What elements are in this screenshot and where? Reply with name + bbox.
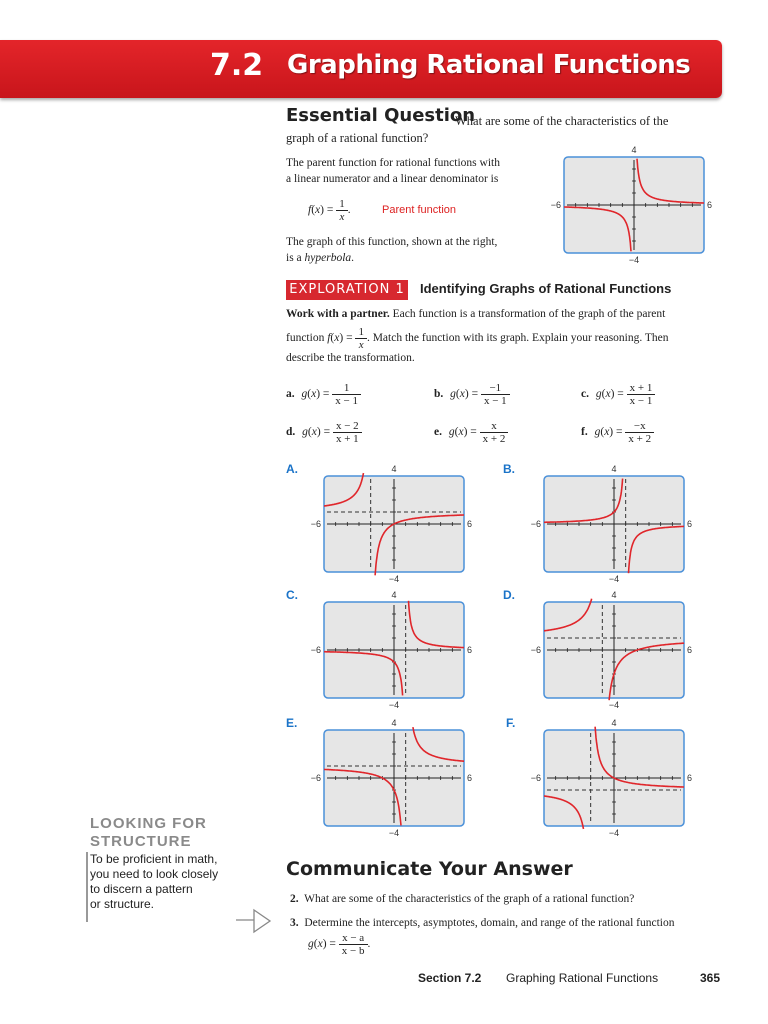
tick-label: 6 [687,645,693,655]
graph-d [528,588,698,714]
exploration-instr1: Work with a partner. Each function is a transformation of the graph of the parent [286,308,666,320]
intro-line3: The graph of this function, shown at the right, [286,236,498,248]
graph-c [308,588,478,714]
essential-question-line1: What are some of the characteristics of the [455,114,669,128]
graph-label: F. [506,716,516,730]
sidebar-arrow-icon [236,906,276,936]
tick-label: 4 [611,464,617,474]
function-item: e. g(x) = $\frac{x}{x + 2}$ [434,420,508,445]
tick-label: −4 [608,828,620,838]
graph-e [308,716,478,842]
tick-label: 4 [391,718,397,728]
tick-label: −6 [530,519,541,529]
question-3: 3. Determine the intercepts, asymptotes, domain, and range of the rational function [290,917,675,929]
exploration-instr2: function f(x) = $\frac{1}{x}$ . Match the function with its graph. Explain your reasoning. Then [286,326,669,351]
graph-label: D. [503,588,515,602]
footer-title: Graphing Rational Functions [506,971,659,985]
graph-label: E. [286,716,298,730]
tick-label: 4 [391,464,397,474]
exploration-title: Identifying Graphs of Rational Functions [420,281,672,296]
tick-label: 4 [631,145,637,155]
parent-graph [548,143,718,269]
tick-label: −4 [608,574,620,584]
sidebar-heading: LOOKING FOR STRUCTURE [90,815,207,850]
tick-label: −4 [388,828,400,838]
function-item: a. g(x) = $\frac{1}{x - 1}$ [286,382,361,407]
exploration-badge: EXPLORATION 1 [286,280,408,300]
tick-label: 4 [611,718,617,728]
function-item: d. g(x) = $\frac{x - 2}{x + 1}$ [286,420,362,445]
tick-label: −6 [530,773,541,783]
essential-question-heading: Essential Question [286,105,476,126]
sidebar-text: To be proficient in math, you need to look closely to discern a pattern or structure. [90,852,219,911]
essential-question-line2: graph of a rational function? [286,131,429,145]
tick-label: 4 [391,590,397,600]
graph-label: B. [503,462,515,476]
graph-b [528,462,698,588]
tick-label: −6 [310,773,321,783]
tick-label: −6 [530,645,541,655]
intro-line4: is a hyperbola. [286,252,355,264]
tick-label: 6 [467,519,473,529]
tick-label: −6 [550,200,561,210]
function-item: b. g(x) = $\frac{-1}{x - 1}$ [434,382,510,407]
tick-label: 6 [687,519,693,529]
parent-function-formula: f(x) = $\frac{1}{x}$ . [308,198,351,223]
function-item: f. g(x) = $\frac{-x}{x + 2}$ [581,420,654,445]
section-title: Graphing Rational Functions [287,50,691,80]
tick-label: 6 [707,200,713,210]
footer-section: Section 7.2 [418,971,482,985]
tick-label: −4 [608,700,620,710]
sidebar-rule [86,852,88,922]
section-number: 7.2 [210,48,264,83]
communicate-heading: Communicate Your Answer [286,858,573,880]
tick-label: 6 [467,773,473,783]
question-2: 2. What are some of the characteristics of the graph of a rational function? [290,893,635,905]
graph-f [528,716,698,842]
graph-label: A. [286,462,298,476]
graph-label: C. [286,588,298,602]
question-3-formula: g(x) = $\frac{x - a}{x - b}$ . [308,932,371,957]
graph-a [308,462,478,588]
tick-label: 4 [611,590,617,600]
function-item: c. g(x) = $\frac{x + 1}{x - 1}$ [581,382,655,407]
tick-label: 6 [467,645,473,655]
tick-label: −4 [388,574,400,584]
tick-label: 6 [687,773,693,783]
tick-label: −6 [310,519,321,529]
intro-line1: The parent function for rational functions with [286,157,500,169]
intro-line2: a linear numerator and a linear denominator is [286,173,499,185]
exploration-instr3: describe the transformation. [286,352,415,364]
tick-label: −6 [310,645,321,655]
parent-function-label: Parent function [382,204,456,216]
tick-label: −4 [628,255,640,265]
page-number: 365 [700,971,721,985]
tick-label: −4 [388,700,400,710]
